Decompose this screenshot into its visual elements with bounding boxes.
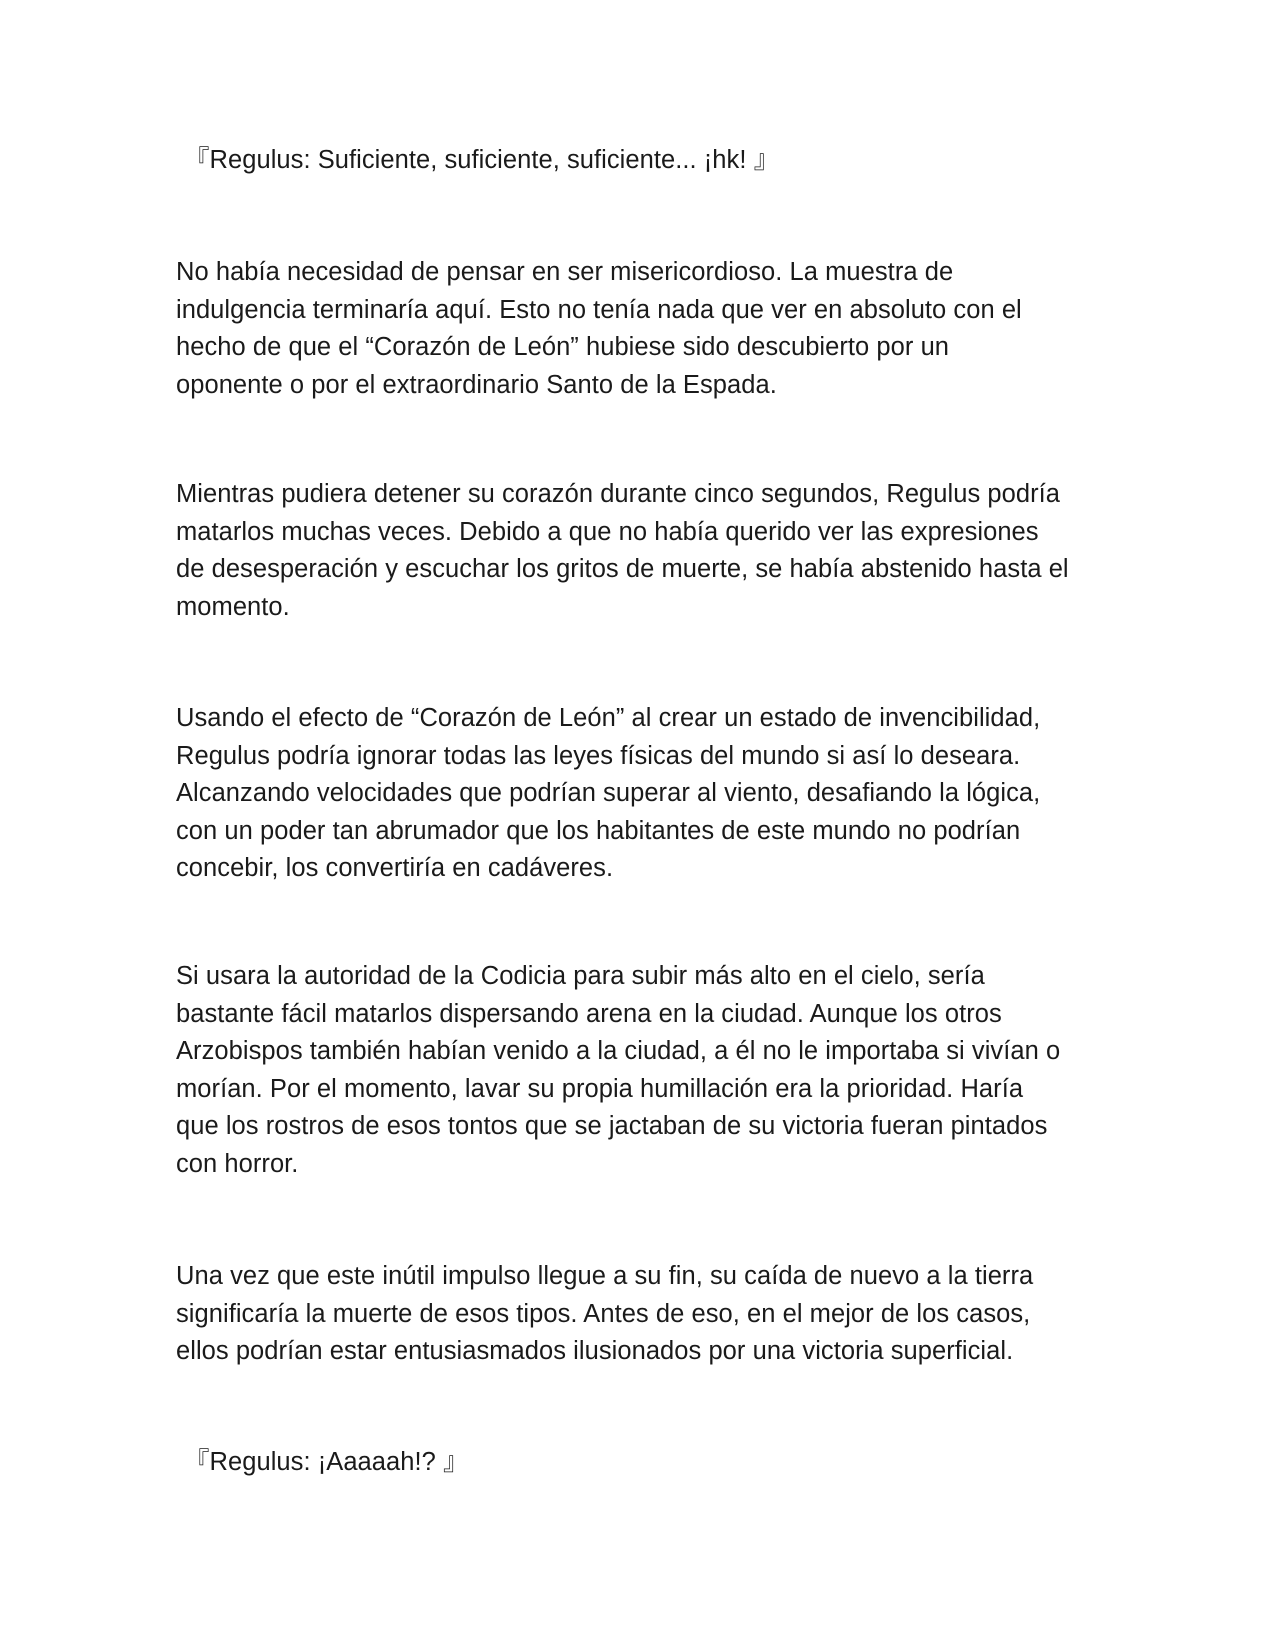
text-line: 『Regulus: Suficiente, suficiente, suficiente... ¡hk! 』 (184, 146, 780, 174)
paragraph-codicia (176, 958, 1096, 1183)
text-line: Mientras pudiera detener su corazón durante cinco segundos, Regulus podría (176, 480, 1060, 508)
text-line: Regulus podría ignorar todas las leyes físicas del mundo si así lo deseara. (176, 741, 1021, 770)
paragraph-detener-corazon (176, 476, 1096, 626)
text-line: Usando el efecto de “Corazón de León” al crear un estado de invencibilidad, (176, 704, 1041, 732)
text-line: ellos podrían estar entusiasmados ilusionados por una victoria superficial. (176, 1337, 1014, 1365)
text-line: indulgencia terminaría aquí. Esto no tenía nada que ver en absoluto con el (176, 295, 1022, 324)
paragraph-invencibilidad (176, 700, 1096, 888)
text-line: significaría la muerte de esos tipos. Antes de eso, en el mejor de los casos, (176, 1299, 1031, 1328)
text-line: Una vez que este inútil impulso llegue a su fin, su caída de nuevo a la tierra (176, 1262, 1034, 1290)
text-line: 『Regulus: ¡Aaaaah!? 』 (184, 1448, 469, 1476)
text-line: bastante fácil matarlos dispersando arena en la ciudad. Aunque los otros (176, 999, 1002, 1028)
text-line: oponente o por el extraordinario Santo de la Espada. (176, 370, 777, 399)
text-line: concebir, los convertiría en cadáveres. (176, 854, 614, 882)
paragraph-impulso (176, 1258, 1096, 1371)
text-line: morían. Por el momento, lavar su propia humillación era la prioridad. Haría (176, 1074, 1024, 1103)
text-line: con un poder tan abrumador que los habitantes de este mundo no podrían (176, 816, 1021, 845)
text-line: que los rostros de esos tontos que se jactaban de su victoria fueran pintados (176, 1112, 1048, 1140)
text-line: de desesperación y escuchar los gritos de muerte, se había abstenido hasta el (176, 555, 1069, 583)
text-line: Arzobispos también habían venido a la ciudad, a él no le importaba si vivían o (176, 1037, 1061, 1065)
dialogue-regulus-suficiente (184, 142, 1104, 180)
text-line: con horror. (176, 1149, 299, 1178)
text-line: Si usara la autoridad de la Codicia para subir más alto en el cielo, sería (176, 962, 985, 990)
paragraph-misericordioso (176, 254, 1096, 404)
text-line: Alcanzando velocidades que podrían superar al viento, desafiando la lógica, (176, 779, 1041, 807)
text-line: momento. (176, 592, 290, 621)
text-line: matarlos muchas veces. Debido a que no había querido ver las expresiones (176, 517, 1039, 546)
text-line: hecho de que el “Corazón de León” hubiese sido descubierto por un (176, 333, 950, 361)
text-line: No había necesidad de pensar en ser misericordioso. La muestra de (176, 258, 954, 286)
dialogue-regulus-aaaaah (184, 1444, 1104, 1482)
